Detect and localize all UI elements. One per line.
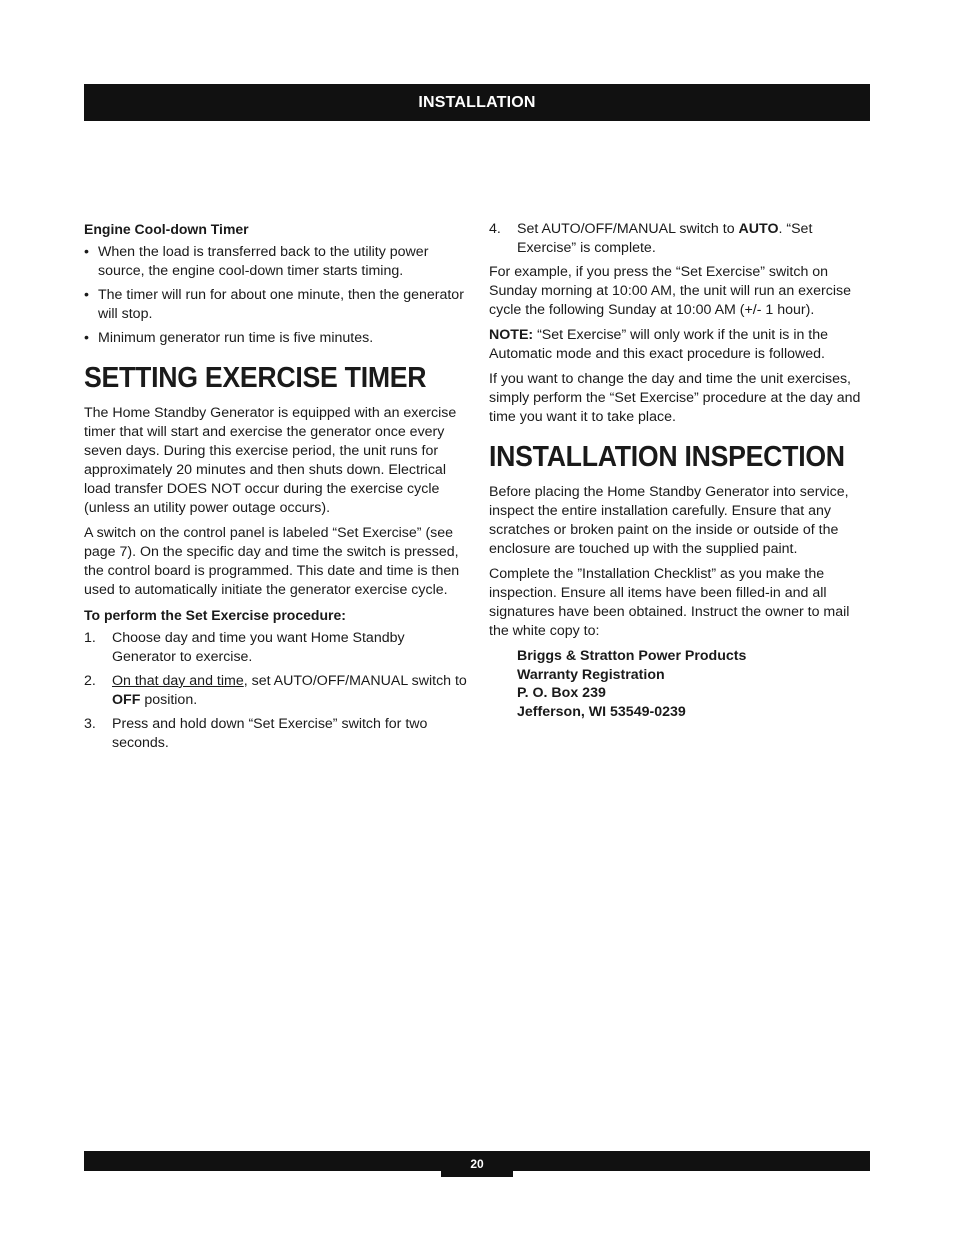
procedure-heading: To perform the Set Exercise procedure: xyxy=(84,607,346,623)
section-header-bar xyxy=(84,84,870,121)
bullet-text: Minimum generator run time is five minutes. xyxy=(98,330,374,346)
installation-inspection-title: INSTALLATION INSPECTION xyxy=(489,441,845,473)
bullet-icon: • xyxy=(84,244,89,260)
procedure-steps xyxy=(84,629,468,753)
step-underlined-text: On that day and time xyxy=(112,673,244,689)
bullet-icon: • xyxy=(84,287,89,303)
example-paragraph: For example, if you press the “Set Exercise” switch on Sunday morning at 10:00 AM, the unit will run an exercise cycle the following Sunday at 10:00 AM (+/- 1 hour). xyxy=(489,264,851,318)
page-number-text: 20 xyxy=(470,1157,484,1171)
step-text-fragment: , set AUTO/OFF/MANUAL switch to xyxy=(243,673,467,689)
note-label: NOTE: xyxy=(489,327,534,343)
step-text: Press and hold down “Set Exercise” switch for two seconds. xyxy=(112,716,428,751)
step-number: 2. xyxy=(84,673,96,689)
right-column xyxy=(489,220,873,721)
step-text: Choose day and time you want Home Standby Generator to exercise. xyxy=(112,630,405,665)
address-line: P. O. Box 239 xyxy=(517,685,606,701)
step-bold-text: AUTO xyxy=(738,221,779,237)
list-item xyxy=(84,243,468,281)
step-text-fragment: Set AUTO/OFF/MANUAL switch to xyxy=(517,221,739,237)
step-number: 1. xyxy=(84,630,96,646)
cooldown-bullet-list xyxy=(84,243,468,348)
note-paragraph xyxy=(489,326,873,364)
section-header-title: INSTALLATION xyxy=(418,93,536,111)
step-number: 3. xyxy=(84,716,96,732)
address-line: Briggs & Stratton Power Products xyxy=(517,648,747,664)
step-text xyxy=(112,672,468,710)
list-item xyxy=(84,672,468,710)
left-column xyxy=(84,220,468,758)
address-line: Jefferson, WI 53549-0239 xyxy=(517,703,686,720)
list-item xyxy=(84,629,468,667)
step-number: 4. xyxy=(489,221,501,237)
exercise-paragraph-1: The Home Standby Generator is equipped with an exercise timer that will start and exercise the generator once every seven days. During this exercise period, the unit runs for approximately 20 minutes and then shuts down. Electrical load transfer DOES NOT occur during the exercise cycle (unless an utility power outage occurs). xyxy=(84,405,457,516)
note-text: “Set Exercise” will only work if the unit is in the Automatic mode and this exact procedure is followed. xyxy=(489,327,829,362)
page-number xyxy=(441,1151,513,1177)
inspection-paragraph-2: Complete the ”Installation Checklist” as you make the inspection. Ensure all items have been filled-in and all signatures have been obtained. Instruct the owner to mail the white copy to: xyxy=(489,566,850,639)
bullet-text: The timer will run for about one minute, then the generator will stop. xyxy=(98,287,464,322)
step-text-fragment: . “Set Exercise” is complete. xyxy=(517,221,813,256)
exercise-paragraph-2: A switch on the control panel is labeled “Set Exercise” (see page 7). On the specific day and time the switch is pressed, the control board is programmed. This date and time is then used to automatically initiate the generator exercise cycle. xyxy=(84,525,460,598)
list-item xyxy=(84,329,468,348)
bullet-icon: • xyxy=(84,330,89,346)
list-item xyxy=(84,715,468,753)
cooldown-heading: Engine Cool-down Timer xyxy=(84,221,249,237)
list-item xyxy=(489,220,873,258)
exercise-timer-title: SETTING EXERCISE TIMER xyxy=(84,362,427,394)
step-text xyxy=(517,220,873,258)
step-text-fragment: position. xyxy=(140,692,198,708)
bullet-text: When the load is transferred back to the utility power source, the engine cool-down timer starts timing. xyxy=(98,244,429,279)
mailing-address xyxy=(489,647,873,721)
address-line: Warranty Registration xyxy=(517,666,665,683)
change-paragraph: If you want to change the day and time the unit exercises, simply perform the “Set Exercise” procedure at the day and time you want it to take place. xyxy=(489,371,861,425)
procedure-steps-continued xyxy=(489,220,873,258)
list-item xyxy=(84,286,468,324)
inspection-paragraph-1: Before placing the Home Standby Generator into service, inspect the entire installation carefully. Ensure that any scratches or broken paint on the inside or outside of the enclosure are touched up with the supplied paint. xyxy=(489,484,849,557)
step-bold-text: OFF xyxy=(112,692,141,708)
